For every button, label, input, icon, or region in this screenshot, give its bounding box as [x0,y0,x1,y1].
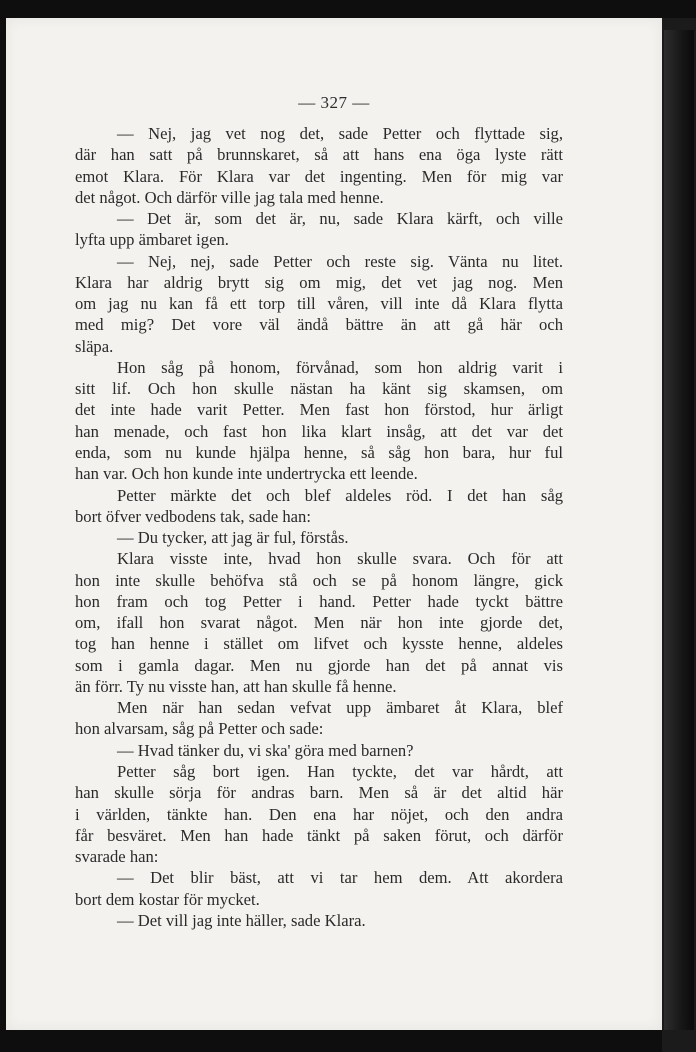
body-text [75,123,563,931]
text-line: Hon såg på honom, förvånad, som hon aldrig varit i [117,357,563,377]
text-line: får besväret. Men han hade tänkt på saken förut, och därför [75,825,563,845]
text-line: svarade han: [75,847,159,867]
text-line: — Nej, jag vet nog det, sade Petter och flyttade sig, [117,124,563,143]
text-line: han skulle sörja för andras barn. Men så är det altid här [75,783,563,803]
text-line: hon inte skulle behöfva stå och se på honom längre, gick [75,570,563,590]
text-line: med mig? Det vore väl ändå bättre än att gå här och [75,315,563,335]
text-line: — Hvad tänker du, vi ska' göra med barnen? [117,740,414,760]
text-line: — Det blir bäst, att vi tar hem dem. Att akordera [117,868,563,888]
text-line: det något. Och därför ville jag tala med henne. [75,187,384,207]
text-line: bort dem kostar för mycket. [75,889,260,909]
text-line: som i gamla dagar. Men nu gjorde han det på annat vis [75,655,563,675]
text-line: Klara har aldrig brytt sig om mig, det vet jag nog. Men [75,272,563,292]
text-line: — Det vill jag inte häller, sade Klara. [117,910,366,930]
text-line: Petter märkte det och blef aldeles röd. I det han såg [117,485,563,505]
text-line: emot Klara. För Klara var det ingenting. Men för mig var [75,166,563,186]
text-line: — Nej, nej, sade Petter och reste sig. Vänta nu litet. [117,251,563,271]
text-line: lyfta upp ämbaret igen. [75,230,229,250]
text-line: om, ifall hon svarat något. Men när hon inte gjorde det, [75,613,563,633]
text-line: Petter såg bort igen. Han tyckte, det var hårdt, att [117,761,563,781]
text-line: bort öfver vedbodens tak, sade han: [75,506,311,526]
text-line: sitt lif. Och hon skulle nästan ha känt sig skamsen, om [75,379,563,399]
text-line: Men när han sedan vefvat upp ämbaret åt Klara, blef [117,698,563,718]
text-line: om jag nu kan få ett torp till våren, vill inte då Klara flytta [75,294,563,314]
text-line: det inte hade varit Petter. Men fast hon förstod, hur ärligt [75,400,563,420]
text-line: — Du tycker, att jag är ful, förstås. [117,528,349,548]
text-line: i världen, tänkte han. Den ena har nöjet, och den andra [75,804,563,824]
text-line: — Det är, som det är, nu, sade Klara kärft, och ville [117,209,563,229]
text-line: än förr. Ty nu visste han, att han skulle få henne. [75,676,397,696]
text-line: Klara visste inte, hvad hon skulle svara. Och för att [117,549,563,569]
page-number: — 327 — [298,93,370,112]
text-line: där han satt på brunnskaret, så att hans ena öga lyste rätt [75,145,563,165]
text-line: hon alvarsam, såg på Petter och sade: [75,719,324,739]
text-line: han var. Och hon kunde inte undertrycka ett leende. [75,464,418,484]
text-line: hon fram och tog Petter i hand. Petter hade tyckt bättre [75,591,563,611]
text-line: enda, som nu kunde hjälpa henne, så såg hon bara, hur ful [75,442,563,462]
text-line: tog han henne i stället om lifvet och kysste henne, aldeles [75,634,563,654]
book-fore-edge [664,30,694,1030]
book-page [6,18,662,1030]
text-line: han menade, och fast hon lika klart insåg, att det var det [75,421,563,441]
text-line: släpa. [75,336,114,356]
